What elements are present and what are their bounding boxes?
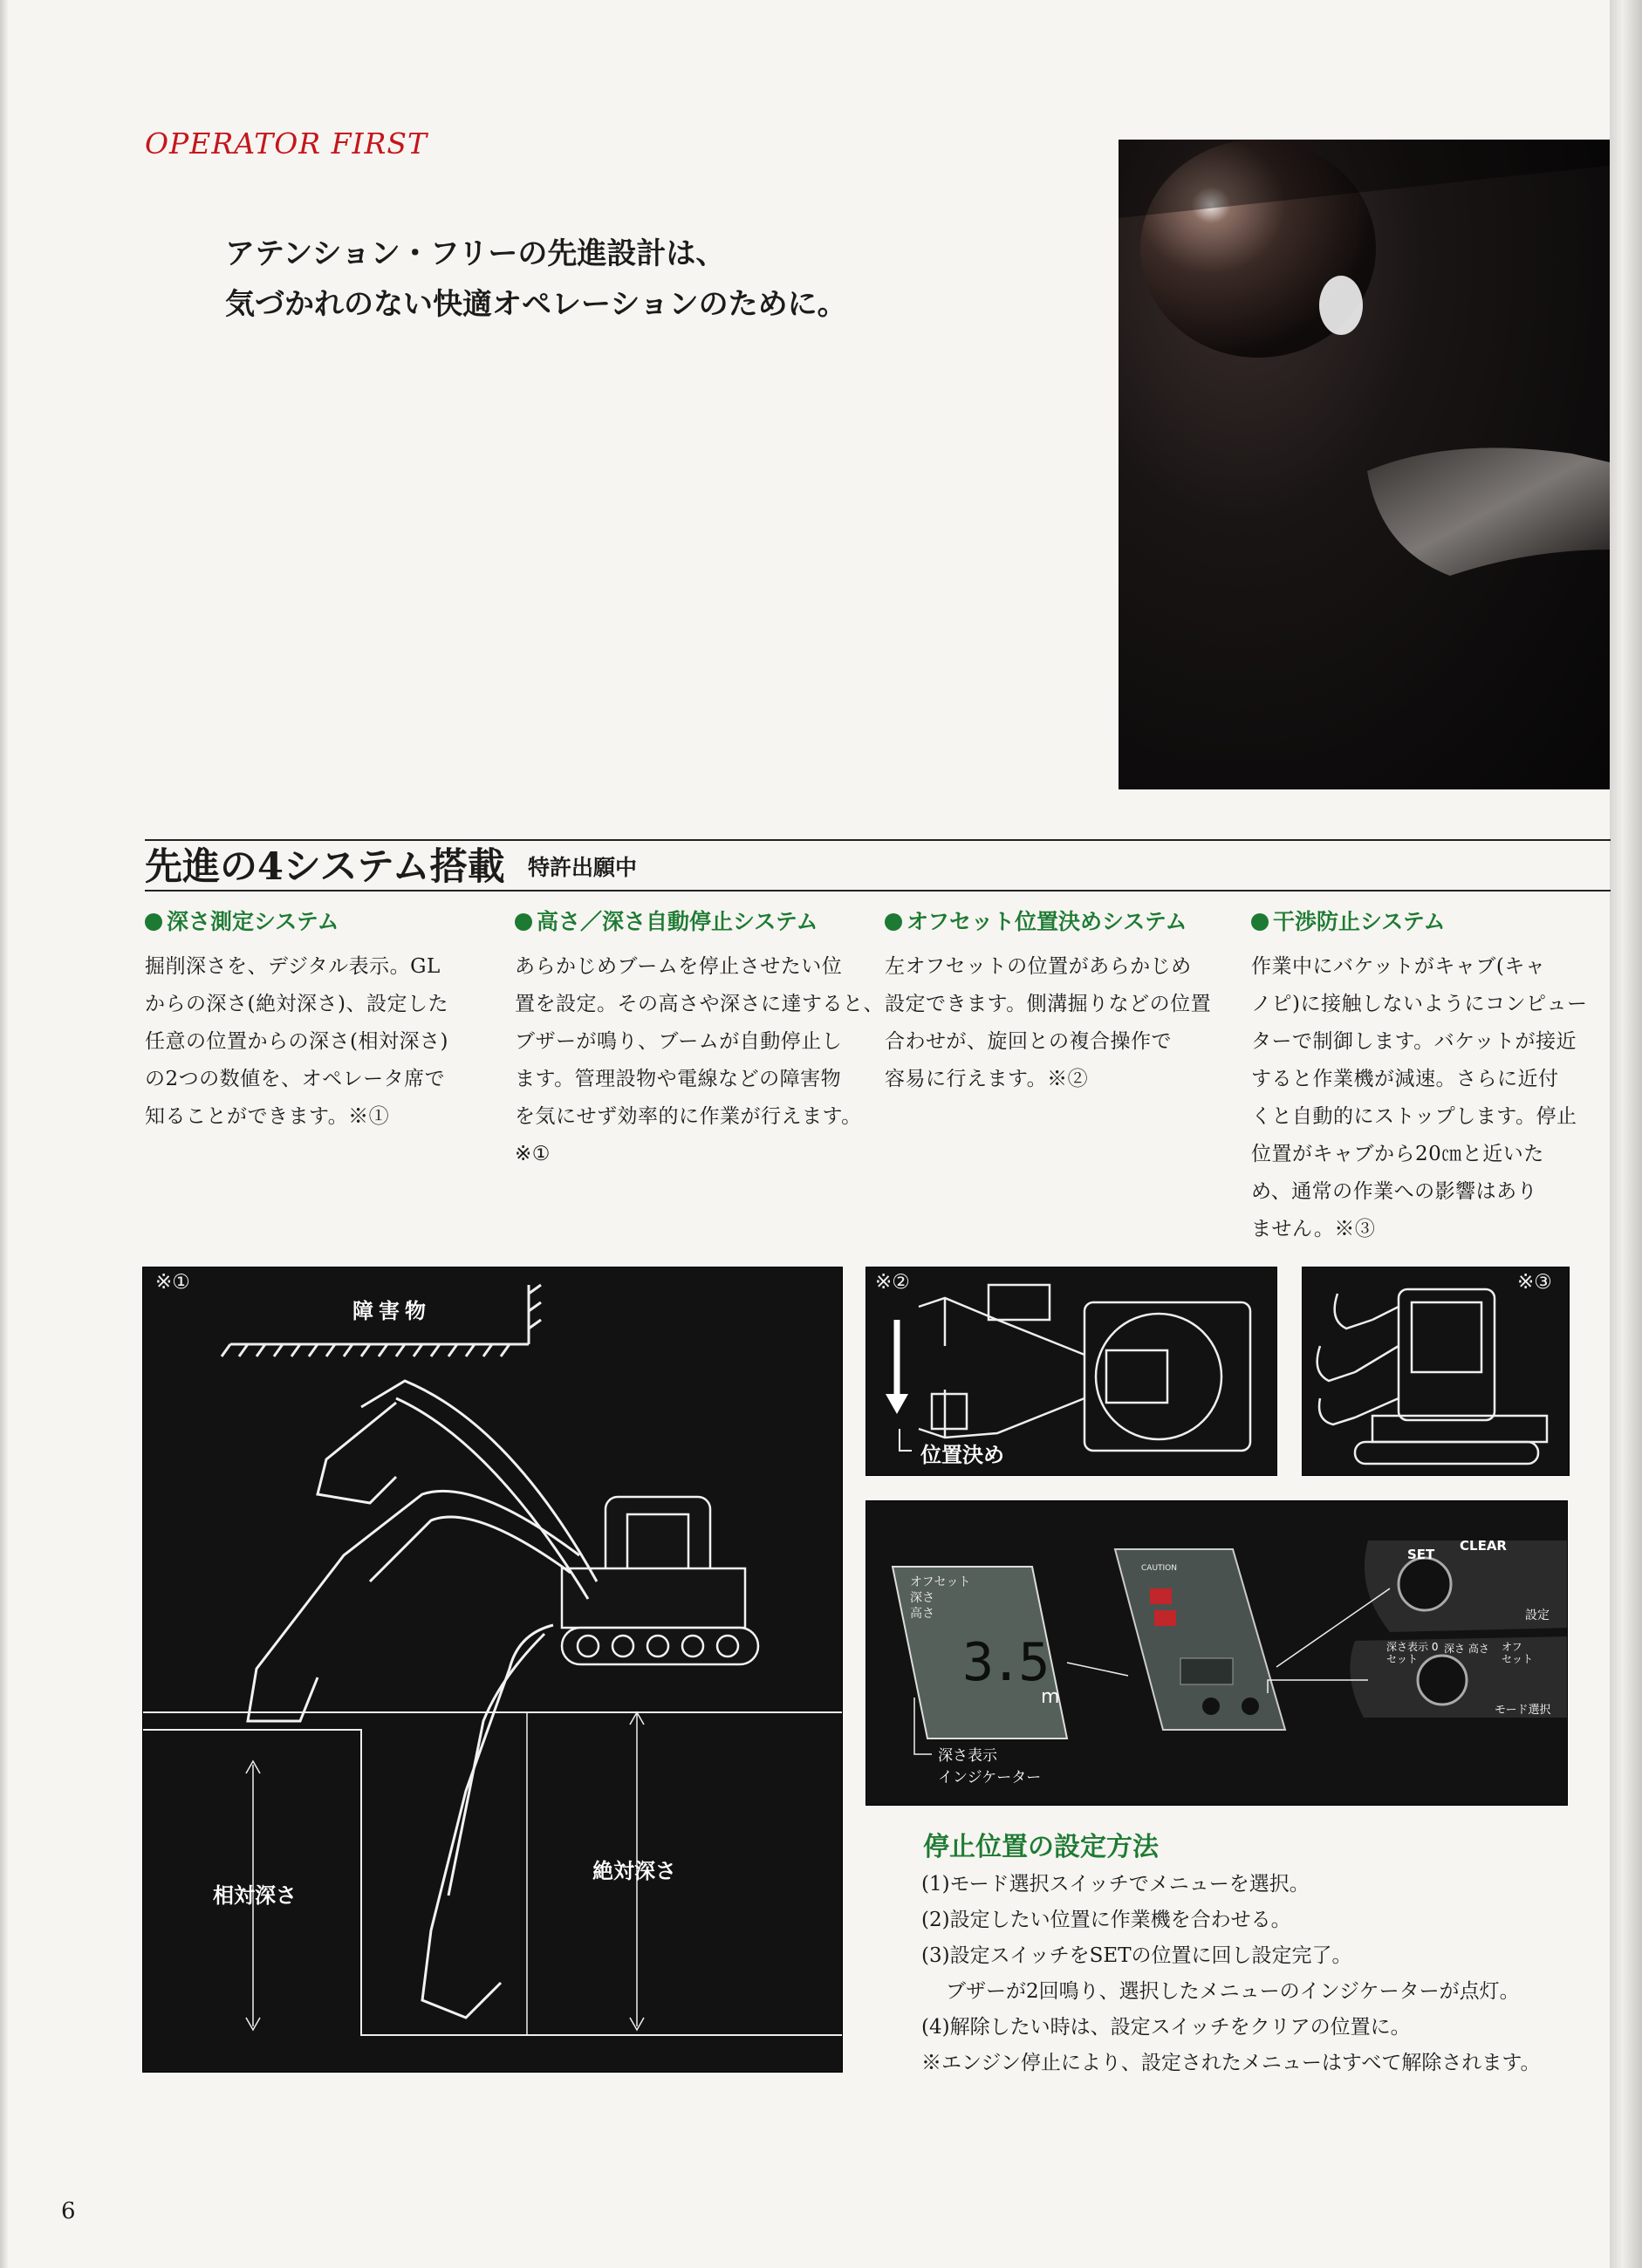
setting-step: (3)設定スイッチをSETの位置に回し設定完了。	[921, 1944, 1352, 1967]
depth-unit: m	[1041, 1686, 1060, 1708]
system-offset-body: 左オフセットの位置があらかじめ 設定できます。側溝掘りなどの位置 合わせが、旋回との複合操作で 容易に行えます。※②	[885, 955, 1212, 1090]
depth-diagram-panel	[142, 1267, 843, 2073]
system-interference-title: 干渉防止システム	[1251, 905, 1578, 936]
depth-height-label: 深さ 高さ	[1444, 1643, 1489, 1655]
diagram-tag: ※②	[875, 1271, 910, 1294]
brand-tagline: OPERATOR FIRST	[145, 126, 428, 161]
depth-display-label: 深さ表示	[938, 1747, 997, 1765]
headline-line-1: アテンション・フリーの先進設計は、	[225, 236, 726, 271]
diagram-tag: ※①	[155, 1271, 190, 1294]
page-edge-left	[0, 0, 9, 2268]
absolute-depth-label: 絶対深さ	[592, 1859, 676, 1883]
setting-method-title: 停止位置の設定方法	[923, 1832, 1159, 1862]
offset-diagram-panel	[865, 1267, 1277, 1476]
set-label: SET	[1407, 1547, 1435, 1562]
setting-step: (2)設定したい位置に作業機を合わせる。	[921, 1909, 1291, 1931]
patent-pending: 特許出願中	[528, 855, 638, 880]
relative-depth-label: 相対深さ	[213, 1883, 297, 1908]
system-offset	[885, 905, 1212, 1098]
control-lever-photo	[1119, 140, 1610, 789]
system-interference-body: 作業中にバケットがキャブ(キャ ノピ)に接触しないようにコンピュー ターで制御します。バケットが接近 すると作業機が減速。さらに近付 くと自動的にストップします。停止 位置がキャブから20㎝と近いた め、通常の作業への影響はあり ません。※③	[1251, 955, 1588, 1240]
positioning-label: 位置決め	[920, 1443, 1004, 1467]
section-title: 先進の4システム搭載	[145, 845, 505, 889]
depth-zero-set-label: 深さ表示 0セット	[1386, 1641, 1439, 1665]
system-depth	[145, 905, 472, 1136]
system-depth-title: 深さ測定システム	[145, 905, 472, 936]
depth-readout: 3.5	[962, 1632, 1047, 1693]
system-offset-title: オフセット位置決めシステム	[885, 905, 1212, 936]
headline	[225, 229, 847, 330]
setting-switch-label: 設定	[1525, 1609, 1550, 1622]
system-auto-stop	[515, 905, 884, 1173]
screen-tabs: オフセット 深さ 高さ	[910, 1575, 971, 1621]
headline-line-2: 気づかれのない快適オペレーションのために。	[225, 287, 847, 322]
page-number: 6	[61, 2198, 76, 2224]
diagram-tag: ※③	[1517, 1271, 1552, 1294]
setting-note: ※エンジン停止により、設定されたメニューはすべて解除されます。	[921, 2052, 1541, 2074]
caution-label: CAUTION	[1141, 1564, 1177, 1573]
bullet-icon	[885, 913, 902, 931]
interference-diagram-panel	[1302, 1267, 1570, 1476]
indicator-label: インジケーター	[938, 1769, 1042, 1786]
bullet-icon	[515, 913, 532, 931]
setting-step: (4)解除したい時は、設定スイッチをクリアの位置に。	[921, 2016, 1411, 2039]
system-auto-stop-body: あらかじめブームを停止させたい位 置を設定。その高さや深さに達すると、 ブザーが鳴り、ブームが自動停止し ます。管理設物や電線などの障害物 を気にせず効率的に作業が行えます。 ※①	[515, 955, 884, 1165]
system-auto-stop-title: 高さ／深さ自動停止システム	[515, 905, 842, 936]
setting-steps	[921, 1867, 1541, 2081]
page-binding	[1610, 0, 1642, 2268]
interference-sideview-illustration	[1303, 1267, 1569, 1475]
mode-select-label: モード選択	[1495, 1704, 1551, 1717]
bullet-icon	[1251, 913, 1269, 931]
bullet-icon	[145, 913, 162, 931]
setting-step: (1)モード選択スイッチでメニューを選択。	[921, 1873, 1310, 1896]
offset-mode-label: オフ セット	[1502, 1641, 1534, 1665]
section-rule-bottom	[145, 890, 1611, 891]
depth-excavator-illustration	[143, 1267, 842, 2072]
obstacle-label: 障害物	[352, 1299, 431, 1323]
system-interference	[1251, 905, 1588, 1248]
clear-label: CLEAR	[1460, 1538, 1507, 1554]
control-panel-diagram	[865, 1500, 1568, 1806]
system-depth-body: 掘削深さを、デジタル表示。GL からの深さ(絶対深さ)、設定した 任意の位置からの深さ(相対深さ) の2つの数値を、オペレータ席で 知ることができます。※①	[145, 955, 448, 1128]
setting-step-note: ブザーが2回鳴り、選択したメニューのインジケーターが点灯。	[946, 1980, 1520, 2003]
